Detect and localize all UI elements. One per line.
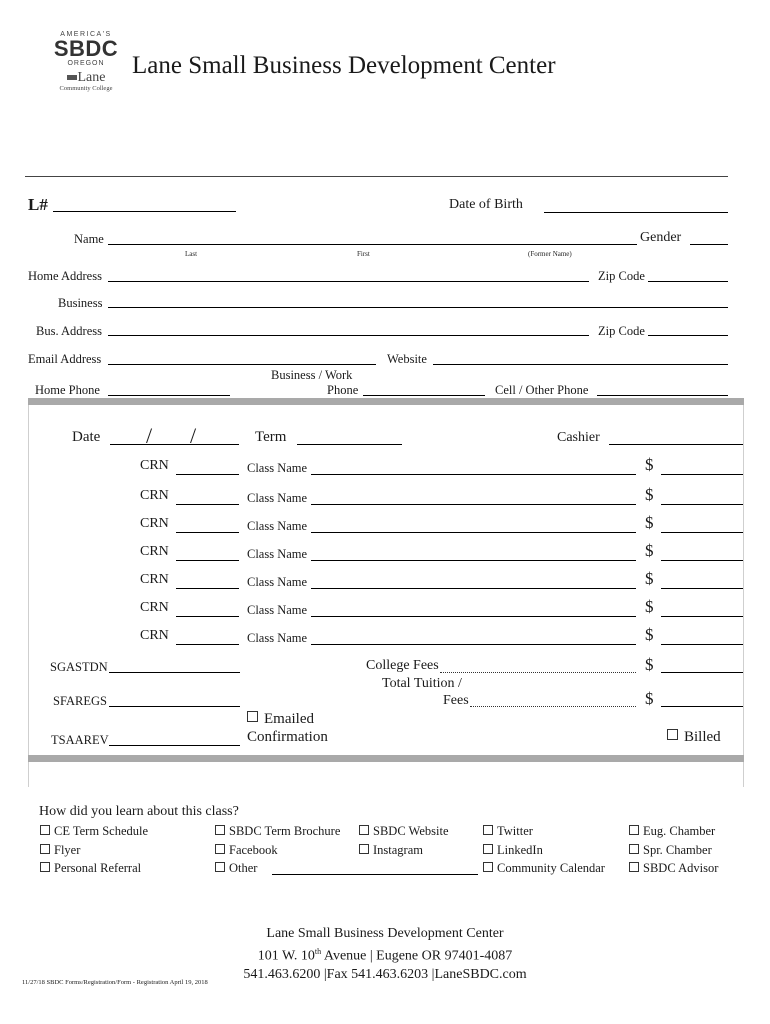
survey-option-community-calendar[interactable] [483,861,605,875]
lane-mark-icon [67,75,77,80]
billed-label[interactable] [667,729,721,746]
class-name-field[interactable] [311,504,636,505]
crn-field[interactable] [176,560,239,561]
emailed-checkbox[interactable] [247,711,258,722]
class-name-label: Class Name [247,519,308,533]
survey-option-spr-chamber[interactable] [629,843,712,857]
logo-sbdc-text: SBDC [53,36,119,61]
survey-option-flyer[interactable] [40,843,80,857]
date-slash-2: / [190,423,197,448]
section-bar-bottom [28,755,744,762]
section-bar-top [28,398,744,405]
name-field[interactable] [108,244,637,245]
home-address-field[interactable] [108,281,589,282]
bus-zip-code-label: Zip Code [598,324,645,338]
sgastdn-field[interactable] [109,672,240,673]
email-field[interactable] [108,364,376,365]
work-phone-label-2: Phone [327,383,359,397]
logo-oregon-text: OREGON [67,60,105,67]
total-tuition-field[interactable] [470,706,636,707]
crn-dollar: $ [645,485,654,504]
survey-option-label: SBDC Website [373,824,449,838]
class-name-field[interactable] [311,560,636,561]
survey-checkbox[interactable] [483,844,493,854]
survey-option-linkedin[interactable] [483,843,543,857]
term-label: Term [255,429,287,445]
survey-option-sbdc-website[interactable] [359,824,449,838]
survey-option-label: Spr. Chamber [643,843,712,857]
crn-amount-field[interactable] [661,588,743,589]
logo-lane-text [52,71,120,85]
crn-field[interactable] [176,504,239,505]
sfaregs-label: SFAREGS [53,694,107,708]
crn-dollar: $ [645,513,654,532]
survey-option-other[interactable] [215,861,257,875]
emailed-text: Emailed [264,711,314,727]
survey-option-label: Twitter [497,824,533,838]
footer-street [0,943,770,966]
crn-label: CRN [140,628,169,643]
class-name-label: Class Name [247,547,308,561]
survey-option-label: CE Term Schedule [54,824,149,838]
page-title: Lane Small Business Development Center [132,52,556,79]
crn-field[interactable] [176,532,239,533]
crn-dollar: $ [645,625,654,644]
survey-checkbox[interactable] [40,862,50,872]
survey-option-personal-referral[interactable] [40,861,141,875]
business-label: Business [58,296,103,310]
survey-checkbox[interactable] [40,844,50,854]
survey-option-sbdc-advisor[interactable] [629,861,718,875]
crn-dollar: $ [645,455,654,474]
gender-field[interactable] [690,244,728,245]
zip-code-field[interactable] [648,281,728,282]
survey-option-label: Community Calendar [497,861,605,875]
survey-checkbox[interactable] [629,825,639,835]
survey-option-label: Eug. Chamber [643,824,716,838]
work-phone-field[interactable] [363,395,485,396]
class-name-field[interactable] [311,616,636,617]
survey-option-sbdc-term-brochure[interactable] [215,824,340,838]
crn-label: CRN [140,572,169,587]
college-fees-label: College Fees [366,658,439,673]
bus-zip-code-field[interactable] [648,335,728,336]
survey-option-label: Facebook [229,843,278,857]
survey-option-facebook[interactable] [215,843,278,857]
crn-label: CRN [140,600,169,615]
home-phone-field[interactable] [108,395,230,396]
cell-phone-label: Cell / Other Phone [495,383,589,397]
college-fees-dollar: $ [645,655,654,674]
class-name-label: Class Name [247,631,308,645]
crn-amount-field[interactable] [661,532,743,533]
crn-field[interactable] [176,616,239,617]
total-tuition-amount-field[interactable] [661,706,743,707]
billed-text: Billed [684,729,721,745]
crn-dollar: $ [645,597,654,616]
other-field[interactable] [272,874,478,875]
survey-option-ce-term-schedule[interactable] [40,824,148,838]
date-label: Date [72,429,101,445]
term-field[interactable] [297,444,402,445]
l-number-field[interactable] [53,211,236,212]
crn-label: CRN [140,488,169,503]
section-right-border [743,405,744,787]
name-former-hint: (Former Name) [528,250,572,258]
class-name-field[interactable] [311,588,636,589]
total-tuition-label-1: Total Tuition / [382,676,462,691]
survey-option-label: SBDC Advisor [643,861,719,875]
class-name-label: Class Name [247,575,308,589]
survey-option-label: LinkedIn [497,843,543,857]
crn-amount-field[interactable] [661,560,743,561]
class-name-field[interactable] [311,474,636,475]
crn-amount-field[interactable] [661,504,743,505]
survey-checkbox[interactable] [215,844,225,854]
header-divider [25,176,728,177]
crn-amount-field[interactable] [661,474,743,475]
crn-amount-field[interactable] [661,644,743,645]
sbdc-logo [52,30,120,102]
date-field[interactable] [110,444,239,445]
survey-question: How did you learn about this class? [39,804,239,819]
footer-street-b: Avenue | Eugene OR 97401-4087 [321,948,513,964]
footer-street-sup: th [314,947,322,956]
survey-checkbox[interactable] [215,825,225,835]
survey-option-twitter[interactable] [483,824,533,838]
form-id: 11/27/18 SBDC Forms/Registration/Form - Registration April 19, 2018 [22,979,208,986]
tsaarev-label: TSAAREV [51,733,109,747]
cashier-label: Cashier [557,430,600,445]
survey-checkbox[interactable] [629,844,639,854]
survey-checkbox[interactable] [215,862,225,872]
website-label: Website [387,352,427,366]
dob-field[interactable] [544,212,728,213]
crn-field[interactable] [176,588,239,589]
college-fees-field[interactable] [440,672,636,673]
survey-checkbox[interactable] [359,844,369,854]
emailed-label[interactable] [247,711,314,728]
logo-americas-text: AMERICA'S [60,31,112,38]
email-label: Email Address [28,352,102,366]
class-name-field[interactable] [311,532,636,533]
crn-dollar: $ [645,541,654,560]
confirmation-label: Confirmation [247,729,328,745]
class-name-label: Class Name [247,461,308,475]
section-left-border [28,405,29,787]
survey-checkbox[interactable] [483,825,493,835]
survey-option-label: Other [229,861,258,875]
website-field[interactable] [433,364,728,365]
work-phone-label-1: Business / Work [271,368,353,382]
survey-checkbox[interactable] [483,862,493,872]
crn-field[interactable] [176,474,239,475]
total-tuition-dollar: $ [645,689,654,708]
business-field[interactable] [108,307,728,308]
survey-option-instagram[interactable] [359,843,423,857]
crn-label: CRN [140,516,169,531]
class-name-field[interactable] [311,644,636,645]
home-address-label: Home Address [28,269,102,283]
tsaarev-field[interactable] [109,745,240,746]
gender-label: Gender [640,230,682,245]
crn-dollar: $ [645,569,654,588]
crn-label: CRN [140,458,169,473]
sfaregs-field[interactable] [109,706,240,707]
l-number-label: L# [28,195,48,214]
class-name-label: Class Name [247,491,308,505]
home-phone-label: Home Phone [35,383,100,397]
survey-option-label: Personal Referral [54,861,142,875]
name-label: Name [74,232,104,246]
survey-option-label: Instagram [373,843,423,857]
survey-option-eug-chamber[interactable] [629,824,715,838]
zip-code-label: Zip Code [598,269,645,283]
bus-address-field[interactable] [108,335,589,336]
survey-checkbox[interactable] [40,825,50,835]
sgastdn-label: SGASTDN [50,660,108,674]
college-fees-amount-field[interactable] [661,672,743,673]
name-first-hint: First [357,250,370,258]
total-tuition-label-2: Fees [443,693,469,708]
survey-checkbox[interactable] [359,825,369,835]
logo-college-text: Community College [59,85,113,92]
footer-org: Lane Small Business Development Center [266,926,504,941]
bus-address-label: Bus. Address [36,324,102,338]
cashier-field[interactable] [609,444,743,445]
crn-field[interactable] [176,644,239,645]
date-slash-1: / [146,423,153,448]
footer-contact: 541.463.6200 |Fax 541.463.6203 |LaneSBDC.com [243,966,527,982]
class-name-label: Class Name [247,603,308,617]
dob-label: Date of Birth [449,197,523,212]
cell-phone-field[interactable] [597,395,728,396]
survey-option-label: SBDC Term Brochure [229,824,341,838]
footer-street-a: 101 W. 10 [257,948,315,964]
footer-address [0,925,770,984]
survey-checkbox[interactable] [629,862,639,872]
name-last-hint: Last [185,250,198,258]
crn-amount-field[interactable] [661,616,743,617]
survey-option-label: Flyer [54,843,81,857]
billed-checkbox[interactable] [667,729,678,740]
crn-label: CRN [140,544,169,559]
logo-lane-word: Lane [77,70,106,85]
